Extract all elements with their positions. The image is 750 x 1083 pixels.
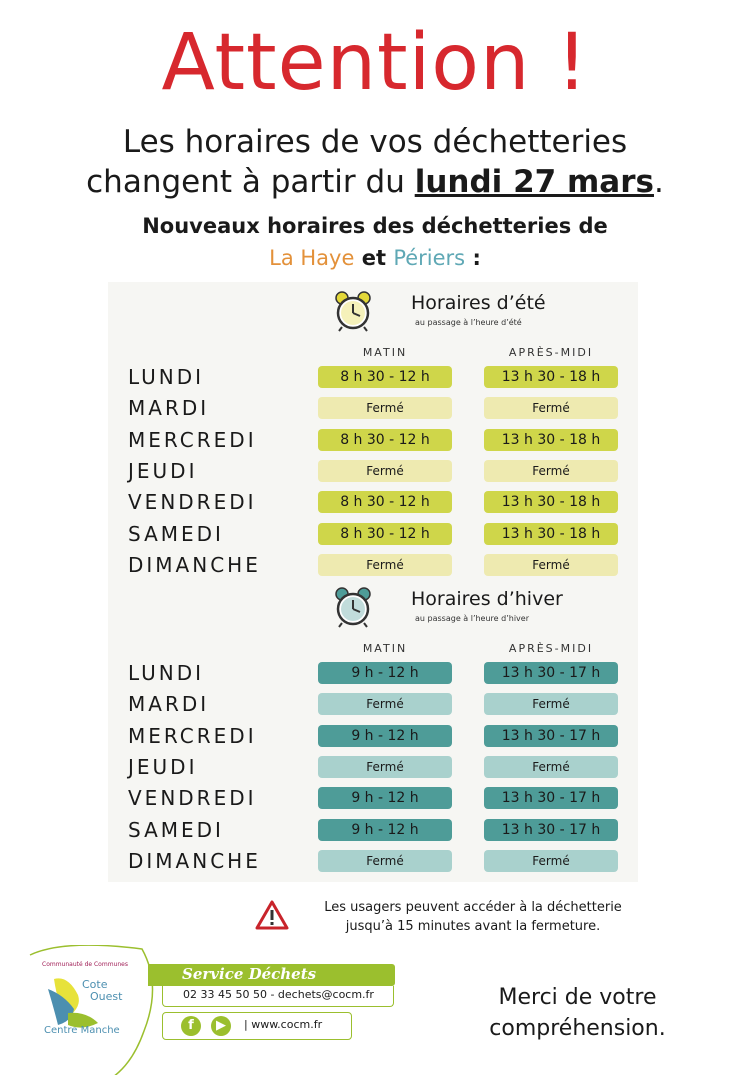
youtube-icon[interactable]: ▶ — [211, 1016, 231, 1036]
afternoon-hours: 13 h 30 - 18 h — [484, 523, 618, 545]
day-label: MARDI — [128, 692, 210, 717]
table-row — [108, 458, 638, 484]
table-row — [108, 785, 638, 811]
logo-ouest: Ouest — [90, 990, 123, 1003]
day-label: LUNDI — [128, 365, 205, 389]
table-row — [108, 552, 638, 578]
alarm-clock-icon — [333, 290, 373, 332]
notice-line-2: jusqu’à 15 minutes avant la fermeture. — [345, 919, 601, 934]
service-contact: 02 33 45 50 50 - dechets@cocm.fr — [183, 988, 374, 1001]
afternoon-hours: 13 h 30 - 17 h — [484, 662, 618, 684]
table-row — [108, 521, 638, 547]
day-label: VENDREDI — [128, 490, 257, 515]
closing-notice — [255, 898, 695, 942]
table-row — [108, 817, 638, 843]
summer-title: Horaires d’été — [411, 292, 546, 314]
thanks-line-1: Merci de votre — [498, 985, 657, 1010]
headline-title: Attention ! — [161, 18, 589, 108]
morning-hours: 9 h - 12 h — [318, 662, 452, 684]
afternoon-hours: 13 h 30 - 17 h — [484, 819, 618, 841]
morning-hours: 8 h 30 - 12 h — [318, 523, 452, 545]
morning-hours: 8 h 30 - 12 h — [318, 429, 452, 451]
morning-hours: Fermé — [318, 756, 452, 778]
table-row — [108, 427, 638, 453]
table-row — [108, 848, 638, 874]
morning-hours: 9 h - 12 h — [318, 819, 452, 841]
morning-hours: Fermé — [318, 850, 452, 872]
schedule-heading — [0, 210, 750, 274]
afternoon-hours: Fermé — [484, 460, 618, 482]
afternoon-hours: Fermé — [484, 693, 618, 715]
schedule-heading-line-1: Nouveaux horaires des déchetteries de — [142, 214, 608, 238]
day-label: MERCREDI — [128, 723, 257, 748]
col-morning: MATIN — [362, 346, 408, 359]
place-la-haye: La Haye — [269, 246, 355, 270]
table-row — [108, 660, 638, 686]
morning-hours: Fermé — [318, 397, 452, 419]
community-logo — [24, 945, 164, 1075]
change-date: lundi 27 mars — [414, 164, 654, 200]
table-row — [108, 723, 638, 749]
thanks-message — [470, 982, 685, 1044]
morning-hours: 9 h - 12 h — [318, 787, 452, 809]
col-morning: MATIN — [362, 642, 408, 655]
day-label: DIMANCHE — [128, 552, 261, 577]
afternoon-hours: 13 h 30 - 17 h — [484, 725, 618, 747]
day-label: DIMANCHE — [128, 848, 261, 873]
day-label: JEUDI — [128, 754, 198, 779]
table-row — [108, 754, 638, 780]
morning-hours: 8 h 30 - 12 h — [318, 491, 452, 513]
day-label: VENDREDI — [128, 786, 257, 811]
website-link[interactable]: | www.cocm.fr — [244, 1018, 323, 1031]
logo-caption: Communauté de Communes — [42, 961, 128, 968]
alarm-clock-icon — [333, 586, 373, 628]
heading-conj: et — [361, 246, 386, 270]
announcement-line-1: Les horaires de vos déchetteries — [122, 124, 628, 160]
winter-title: Horaires d’hiver — [411, 588, 563, 610]
afternoon-hours: 13 h 30 - 18 h — [484, 429, 618, 451]
afternoon-hours: 13 h 30 - 18 h — [484, 366, 618, 388]
col-afternoon: APRÈS-MIDI — [508, 346, 594, 359]
logo-centre: Centre Manche — [44, 1025, 120, 1036]
afternoon-hours: Fermé — [484, 554, 618, 576]
thanks-line-2: compréhension. — [489, 1016, 666, 1041]
afternoon-hours: Fermé — [484, 850, 618, 872]
afternoon-hours: 13 h 30 - 17 h — [484, 787, 618, 809]
summer-subtitle: au passage à l’heure d’été — [415, 318, 522, 327]
logo-cote: Cote — [82, 978, 108, 991]
col-afternoon: APRÈS-MIDI — [508, 642, 594, 655]
afternoon-hours: Fermé — [484, 756, 618, 778]
morning-hours: 8 h 30 - 12 h — [318, 366, 452, 388]
announcement-line-2 — [0, 162, 750, 202]
heading-suffix: : — [472, 246, 481, 270]
table-row — [108, 691, 638, 717]
announcement-prefix: changent à partir du — [86, 164, 415, 200]
change-announcement — [0, 122, 750, 202]
day-label: SAMEDI — [128, 521, 224, 546]
schedule-heading-line-2 — [0, 242, 750, 274]
schedule-panel — [108, 282, 638, 882]
day-label: MARDI — [128, 396, 210, 421]
morning-hours: Fermé — [318, 460, 452, 482]
service-title: Service Déchets — [182, 965, 317, 983]
morning-hours: Fermé — [318, 554, 452, 576]
table-row — [108, 364, 638, 390]
morning-hours: 9 h - 12 h — [318, 725, 452, 747]
facebook-icon[interactable]: f — [181, 1016, 201, 1036]
day-label: LUNDI — [128, 661, 205, 685]
notice-text — [303, 898, 643, 936]
day-label: MERCREDI — [128, 427, 257, 452]
morning-hours: Fermé — [318, 693, 452, 715]
day-label: SAMEDI — [128, 817, 224, 842]
table-row — [108, 489, 638, 515]
afternoon-hours: Fermé — [484, 397, 618, 419]
warning-triangle-icon — [255, 900, 289, 930]
day-label: JEUDI — [128, 458, 198, 483]
table-row — [108, 395, 638, 421]
winter-subtitle: au passage à l’heure d’hiver — [415, 614, 529, 623]
announcement-suffix: . — [653, 164, 664, 200]
place-periers: Périers — [393, 246, 466, 270]
notice-line-1: Les usagers peuvent accéder à la déchetterie — [324, 900, 622, 915]
afternoon-hours: 13 h 30 - 18 h — [484, 491, 618, 513]
